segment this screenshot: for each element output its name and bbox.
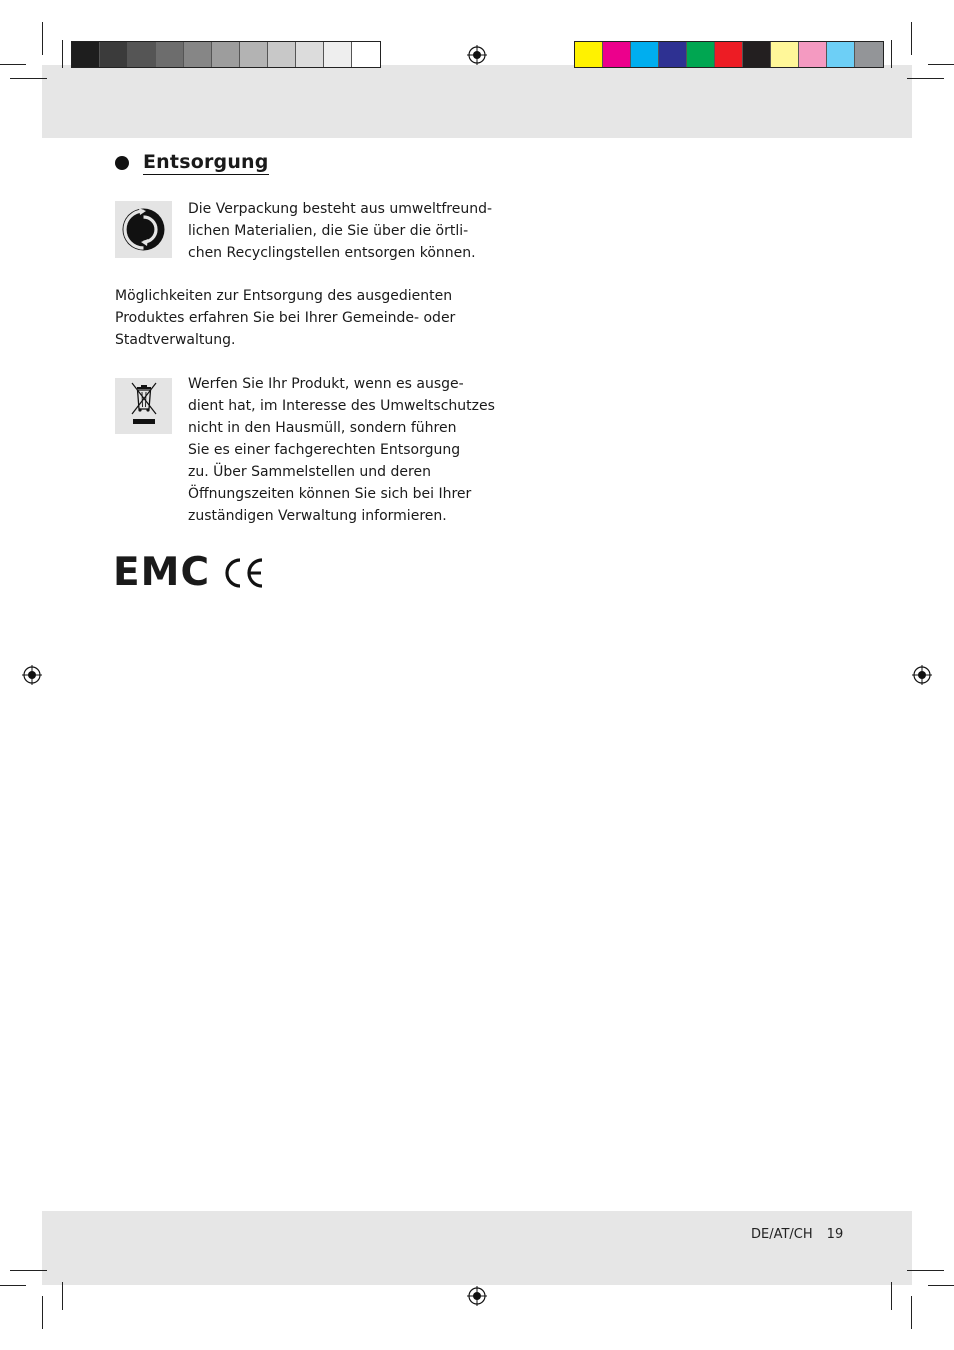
text-line: nicht in den Hausmüll, sondern führen — [188, 420, 457, 436]
color-swatch — [827, 42, 855, 67]
page-footer — [751, 1227, 843, 1242]
text-line: Sie es einer fachgerechten Entsorgung — [188, 442, 461, 458]
text-line: lichen Materialien, die Sie über die örtli- — [188, 223, 469, 239]
registration-mark-icon — [912, 665, 932, 685]
process-color-bar — [574, 41, 884, 68]
color-swatch — [268, 42, 296, 67]
ce-mark-icon — [222, 556, 266, 590]
text-line: Stadtverwaltung. — [115, 332, 236, 348]
registration-mark-icon — [22, 665, 42, 685]
section-title: Entsorgung — [143, 151, 269, 173]
color-swatch — [184, 42, 212, 67]
color-swatch — [352, 42, 380, 67]
header-band — [42, 65, 912, 138]
footer-band — [42, 1211, 912, 1285]
color-swatch — [324, 42, 352, 67]
color-swatch — [575, 42, 603, 67]
color-swatch — [156, 42, 184, 67]
text-line: Möglichkeiten zur Entsorgung des ausgedienten — [115, 288, 453, 304]
color-swatch — [855, 42, 883, 67]
weee-paragraph — [188, 373, 495, 527]
text-line: chen Recyclingstellen entsorgen können. — [188, 245, 476, 261]
color-swatch — [799, 42, 827, 67]
text-line: dient hat, im Interesse des Umweltschutzes — [188, 398, 495, 414]
color-swatch — [100, 42, 128, 67]
color-swatch — [603, 42, 631, 67]
registration-mark-icon — [467, 45, 487, 65]
bullet-icon — [115, 156, 129, 170]
registration-mark-icon — [467, 1286, 487, 1306]
emc-mark: EMC — [113, 550, 211, 595]
text-line: zu. Über Sammelstellen und deren — [188, 464, 431, 480]
text-line: Werfen Sie Ihr Produkt, wenn es ausge- — [188, 376, 464, 392]
section-heading — [115, 151, 269, 175]
color-swatch — [240, 42, 268, 67]
color-swatch — [212, 42, 240, 67]
text-line: Die Verpackung besteht aus umweltfreund- — [188, 201, 493, 217]
color-swatch — [128, 42, 156, 67]
color-swatch — [296, 42, 324, 67]
green-dot-recycling-icon — [115, 201, 172, 258]
color-swatch — [659, 42, 687, 67]
color-swatch — [631, 42, 659, 67]
color-swatch — [715, 42, 743, 67]
grayscale-color-bar — [71, 41, 381, 68]
packaging-paragraph — [188, 198, 492, 264]
color-swatch — [743, 42, 771, 67]
color-swatch — [687, 42, 715, 67]
language-code: DE/AT/CH — [751, 1227, 813, 1242]
crossed-out-bin-icon — [115, 378, 172, 434]
disposal-options-paragraph — [115, 285, 455, 351]
color-swatch — [72, 42, 100, 67]
text-line: Produktes erfahren Sie bei Ihrer Gemeinde- oder — [115, 310, 456, 326]
text-line: Öffnungszeiten können Sie sich bei Ihrer — [188, 486, 472, 502]
page-number: 19 — [826, 1227, 844, 1242]
text-line: zuständigen Verwaltung informieren. — [188, 508, 447, 524]
color-swatch — [771, 42, 799, 67]
